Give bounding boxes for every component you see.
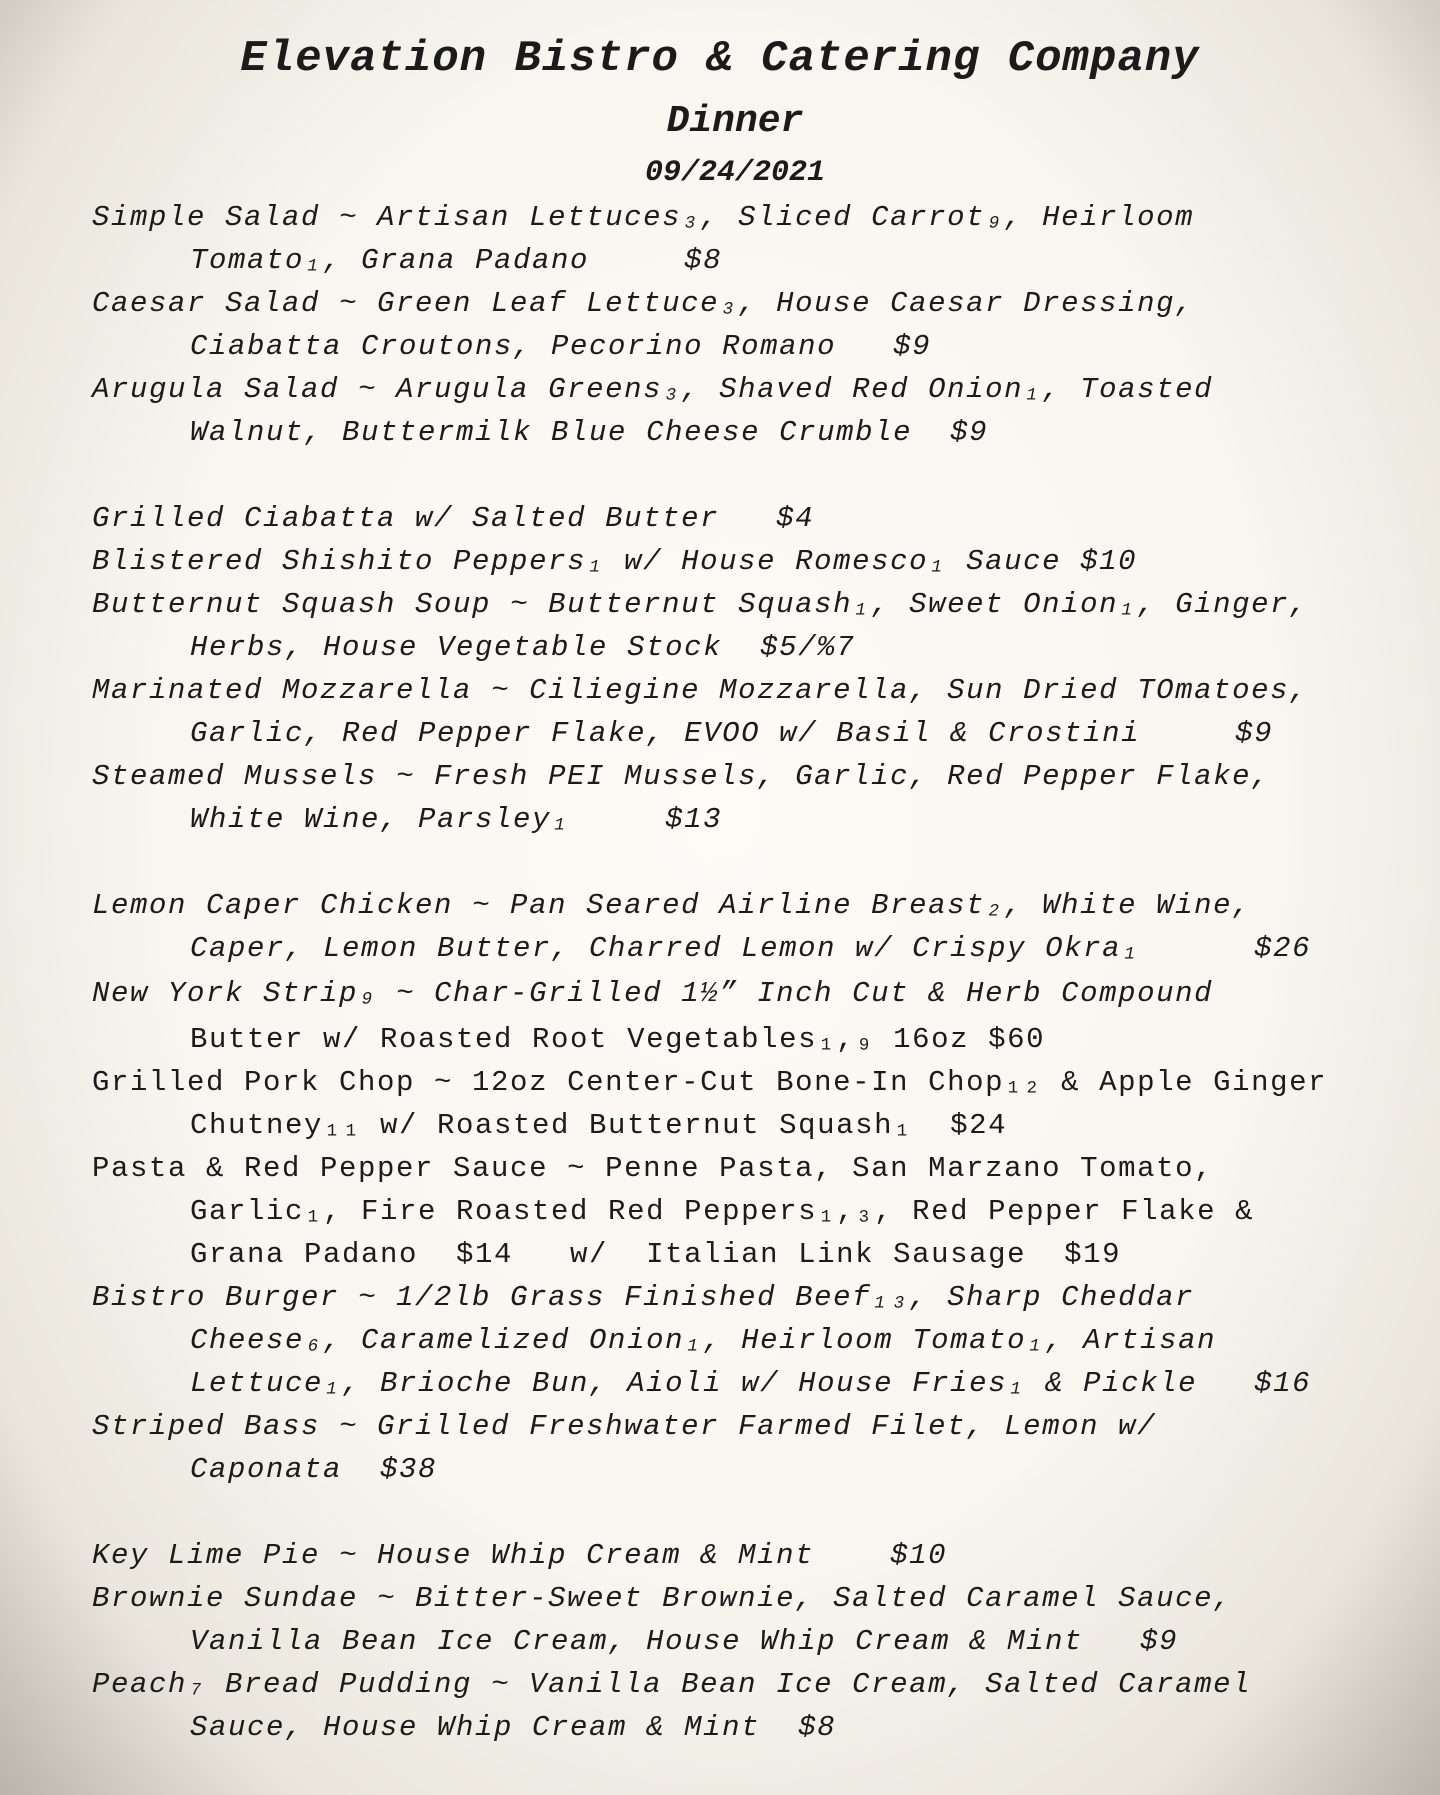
- menu-line: Brownie Sundae ~ Bitter-Sweet Brownie, Salted Caramel Sauce,: [92, 1582, 1233, 1615]
- menu-line: New York Strip₉ ~ Char-Grilled 1½” Inch Cut & Herb Compound: [92, 977, 1214, 1010]
- menu-line: White Wine, Parsley₁ $13: [190, 803, 723, 836]
- restaurant-title: Elevation Bistro & Catering Company: [240, 34, 1200, 84]
- section-gap: [92, 454, 1392, 497]
- menu-line: Caesar Salad ~ Green Leaf Lettuce₃, House Caesar Dressing,: [92, 287, 1195, 320]
- starters-section: [92, 497, 1392, 841]
- desserts-section: [92, 1534, 1392, 1749]
- menu-line: Bistro Burger ~ 1/2lb Grass Finished Beef₁₃, Sharp Cheddar: [92, 1281, 1195, 1314]
- menu-line: Key Lime Pie ~ House Whip Cream & Mint $10: [92, 1539, 948, 1572]
- menu-line: Lemon Caper Chicken ~ Pan Seared Airline Breast₂, White Wine,: [92, 889, 1252, 922]
- menu-line: Striped Bass ~ Grilled Freshwater Farmed Filet, Lemon w/: [92, 1410, 1157, 1443]
- entrees-section: [92, 884, 1392, 1491]
- menu-line: Caper, Lemon Butter, Charred Lemon w/ Crispy Okra₁ $26: [190, 932, 1312, 965]
- menu-line: Ciabatta Croutons, Pecorino Romano $9: [190, 330, 932, 363]
- menu-line: Butter w/ Roasted Root Vegetables₁,₉ 16oz $60: [190, 1023, 1046, 1056]
- section-gap: [92, 1491, 1392, 1534]
- menu-line: Butternut Squash Soup ~ Butternut Squash₁, Sweet Onion₁, Ginger,: [92, 588, 1309, 621]
- menu-line: Sauce, House Whip Cream & Mint $8: [190, 1711, 837, 1744]
- salads-section: [92, 196, 1392, 454]
- menu-line: Walnut, Buttermilk Blue Cheese Crumble $9: [190, 416, 989, 449]
- menu-line: Peach₇ Bread Pudding ~ Vanilla Bean Ice Cream, Salted Caramel: [92, 1668, 1252, 1701]
- menu-line: Herbs, House Vegetable Stock $5/%7: [190, 631, 856, 664]
- menu-line: Arugula Salad ~ Arugula Greens₃, Shaved Red Onion₁, Toasted: [92, 373, 1214, 406]
- menu-line: Grana Padano $14 w/ Italian Link Sausage $19: [190, 1238, 1122, 1271]
- menu-line: Vanilla Bean Ice Cream, House Whip Cream & Mint $9: [190, 1625, 1179, 1658]
- menu-list: [92, 196, 1392, 1749]
- menu-line: Marinated Mozzarella ~ Ciliegine Mozzarella, Sun Dried TOmatoes,: [92, 674, 1309, 707]
- menu-line: Steamed Mussels ~ Fresh PEI Mussels, Garlic, Red Pepper Flake,: [92, 760, 1271, 793]
- menu-date: 09/24/2021: [644, 156, 826, 190]
- menu-line: Blistered Shishito Peppers₁ w/ House Romesco₁ Sauce $10: [92, 545, 1138, 578]
- menu-line: Grilled Ciabatta w/ Salted Butter $4: [92, 502, 815, 535]
- menu-line: Chutney₁₁ w/ Roasted Butternut Squash₁ $24: [190, 1109, 1008, 1142]
- menu-line: Tomato₁, Grana Padano $8: [190, 244, 723, 277]
- menu-line: Caponata $38: [190, 1453, 438, 1486]
- menu-line: Lettuce₁, Brioche Bun, Aioli w/ House Fries₁ & Pickle $16: [190, 1367, 1312, 1400]
- menu-line: Grilled Pork Chop ~ 12oz Center-Cut Bone-In Chop₁₂ & Apple Ginger: [92, 1066, 1328, 1099]
- menu-line: Garlic, Red Pepper Flake, EVOO w/ Basil & Crostini $9: [190, 717, 1274, 750]
- menu-subtitle: Dinner: [666, 100, 804, 143]
- menu-line: Simple Salad ~ Artisan Lettuces₃, Sliced Carrot₉, Heirloom: [92, 201, 1195, 234]
- menu-line: Pasta & Red Pepper Sauce ~ Penne Pasta, San Marzano Tomato,: [92, 1152, 1214, 1185]
- menu-line: Garlic₁, Fire Roasted Red Peppers₁,₃, Red Pepper Flake &: [190, 1195, 1255, 1228]
- menu-line: Cheese₆, Caramelized Onion₁, Heirloom Tomato₁, Artisan: [190, 1324, 1217, 1357]
- section-gap: [92, 841, 1392, 884]
